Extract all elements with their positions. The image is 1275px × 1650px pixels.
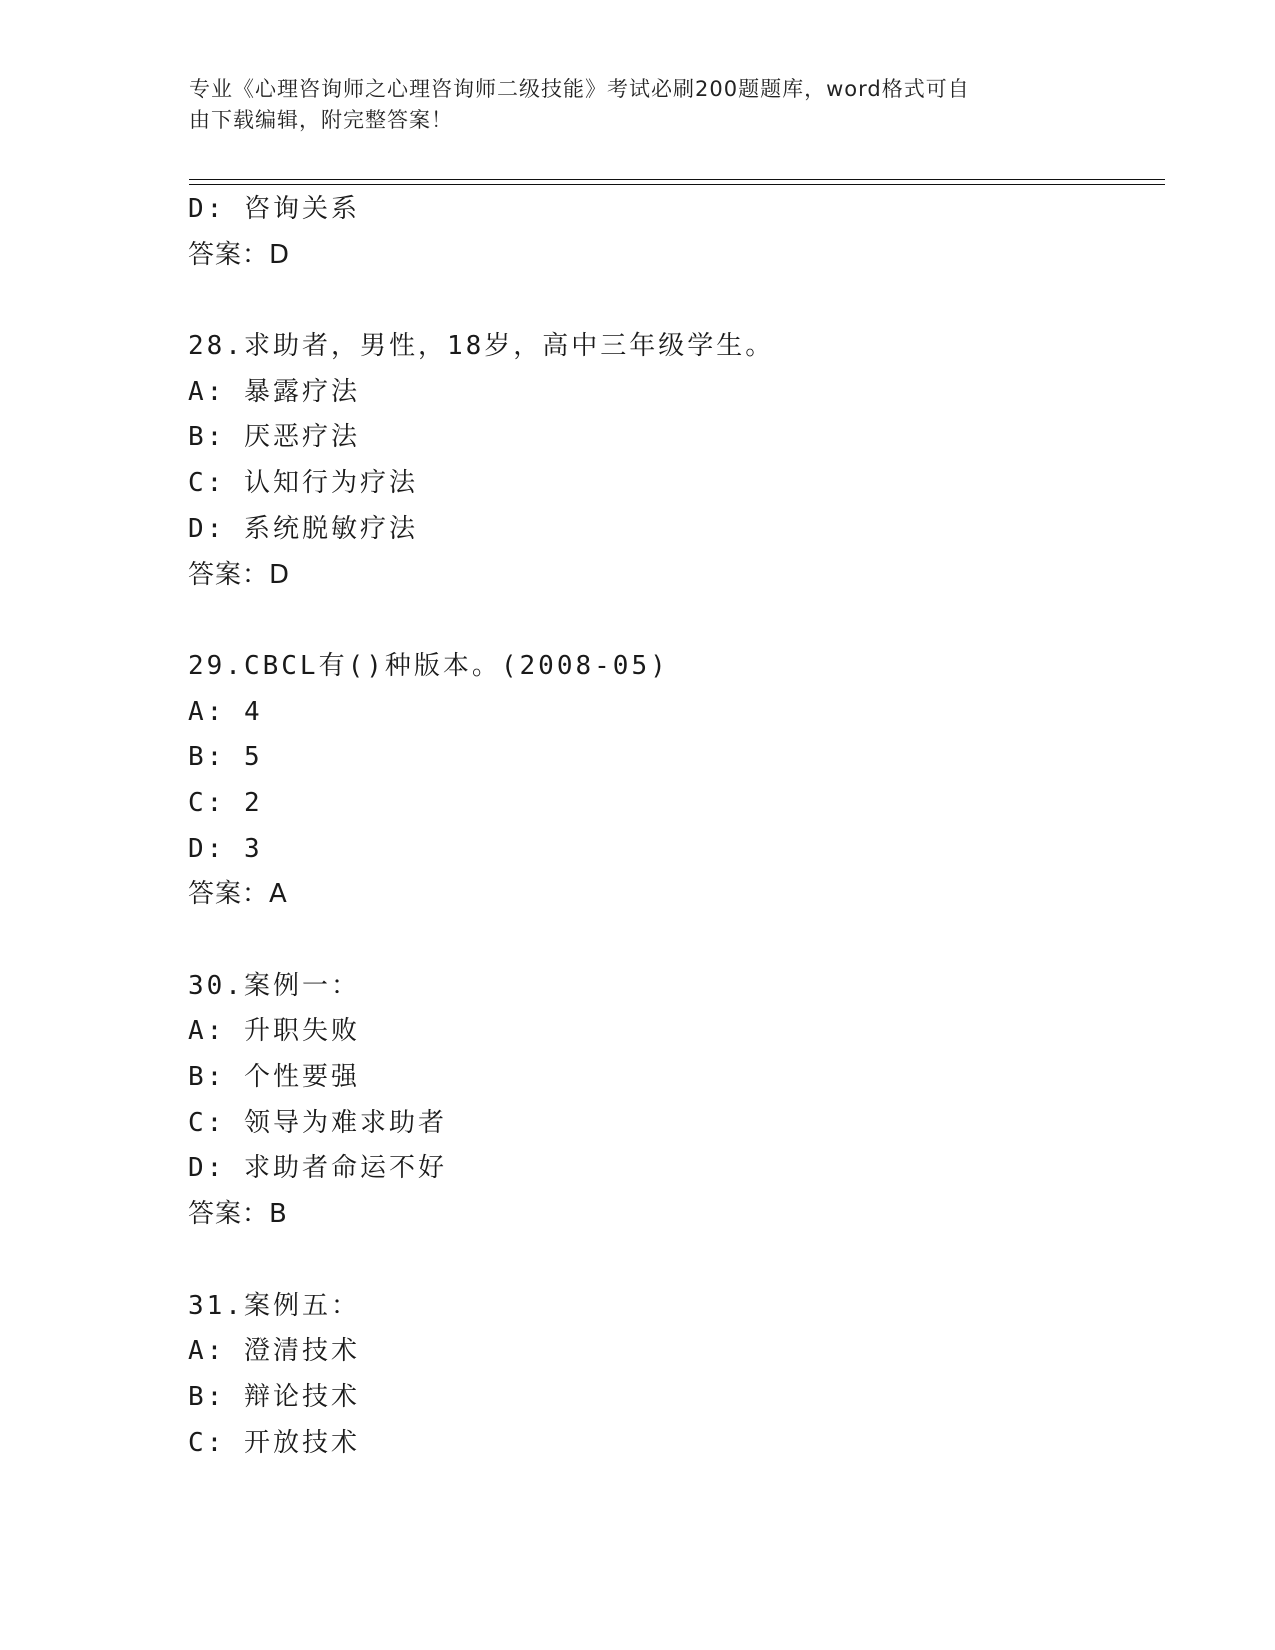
question-stem: 30.案例一： xyxy=(188,970,360,1001)
option-a: A: 升职失败 xyxy=(188,1016,360,1047)
option-b: B: 5 xyxy=(188,742,263,773)
spacer xyxy=(188,918,1148,964)
option-c: C: 认知行为疗法 xyxy=(188,468,418,499)
spacer xyxy=(188,278,1148,324)
header-title-line-1: 专业《心理咨询师之心理咨询师二级技能》考试必刷200题题库，word格式可自 xyxy=(189,77,970,101)
question-stem: 29.CBCL有()种版本。(2008-05) xyxy=(188,650,669,681)
document-header xyxy=(189,74,1089,136)
previous-answer: 答案：D xyxy=(188,239,291,270)
option-a: A: 4 xyxy=(188,696,263,727)
option-c: C: 2 xyxy=(188,787,263,818)
option-d: D: 系统脱敏疗法 xyxy=(188,513,418,544)
previous-option-d: D: 咨询关系 xyxy=(188,194,360,224)
option-d: D: 3 xyxy=(188,833,263,864)
answer: 答案：B xyxy=(188,1199,288,1230)
option-b: B: 个性要强 xyxy=(188,1062,360,1093)
option-c: C: 开放技术 xyxy=(188,1427,360,1458)
answer: 答案：A xyxy=(188,879,288,910)
option-a: A: 澄清技术 xyxy=(188,1336,360,1367)
question-stem: 28.求助者，男性，18岁，高中三年级学生。 xyxy=(188,331,775,362)
question-block xyxy=(188,1284,1148,1467)
spacer xyxy=(188,598,1148,644)
question-list xyxy=(188,187,1148,1466)
question-block xyxy=(188,324,1148,598)
question-stem: 31.案例五： xyxy=(188,1290,360,1321)
header-divider-top xyxy=(189,179,1165,180)
option-c: C: 领导为难求助者 xyxy=(188,1107,447,1138)
option-d: D: 求助者命运不好 xyxy=(188,1153,447,1184)
answer: 答案：D xyxy=(188,559,291,590)
option-b: B: 辩论技术 xyxy=(188,1381,360,1412)
option-a: A: 暴露疗法 xyxy=(188,376,360,407)
spacer xyxy=(188,1238,1148,1284)
option-b: B: 厌恶疗法 xyxy=(188,422,360,453)
question-block xyxy=(188,644,1148,918)
header-divider-bottom xyxy=(189,184,1165,185)
question-block xyxy=(188,964,1148,1238)
header-title-line-2: 由下载编辑，附完整答案！ xyxy=(189,108,453,132)
